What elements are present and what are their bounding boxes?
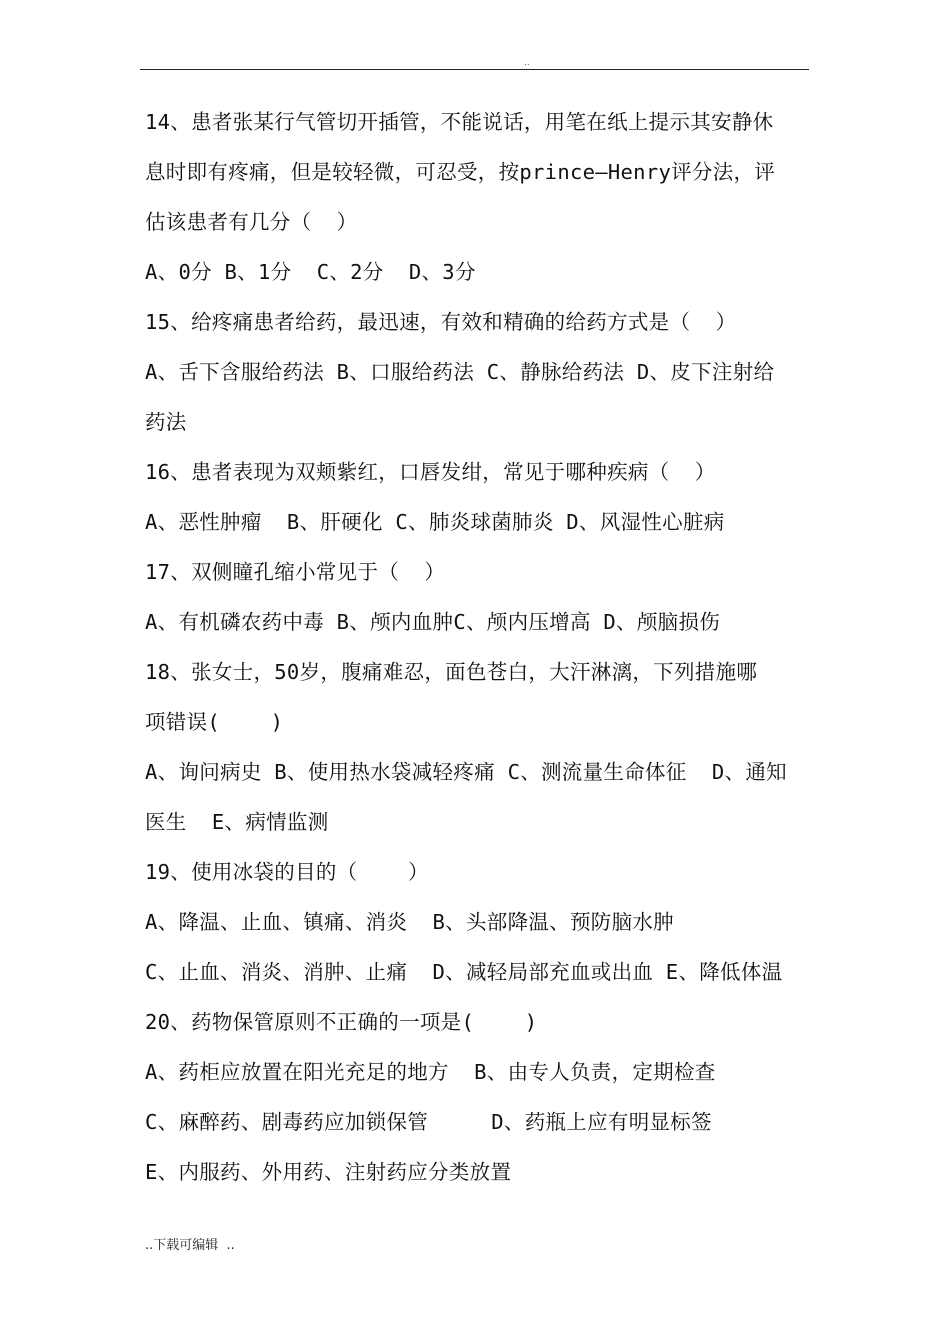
question-19-stem: 19、使用冰袋的目的（ ） — [145, 860, 429, 884]
footer-text: ..下载可编辑 .. — [145, 1238, 235, 1253]
question-14-options: A、0分 B、1分 C、2分 D、3分 — [145, 260, 476, 284]
question-17-stem: 17、双侧瞳孔缩小常见于（ ） — [145, 560, 446, 584]
question-14-line-1: 14、患者张某行气管切开插管，不能说话，用笔在纸上提示其安静休 — [145, 110, 774, 134]
question-14-line-2: 息时即有疼痛，但是较轻微，可忍受，按prince—Henry评分法，评 — [145, 160, 776, 184]
header-rule — [140, 69, 809, 70]
question-14-line-3: 估该患者有几分（ ） — [145, 210, 358, 234]
question-15-options-line-1: A、舌下含服给药法 B、口服给药法 C、静脉给药法 D、皮下注射给 — [145, 360, 775, 384]
question-20-options-line-3: E、内服药、外用药、注射药应分类放置 — [145, 1160, 512, 1184]
document-body — [145, 97, 809, 1197]
question-18-options-line-2: 医生 E、病情监测 — [145, 810, 329, 834]
question-18-options-line-1: A、询问病史 B、使用热水袋减轻疼痛 C、测流量生命体征 D、通知 — [145, 760, 787, 784]
question-15-options-line-2: 药法 — [145, 410, 187, 434]
question-17-options: A、有机磷农药中毒 B、颅内血肿C、颅内压增高 D、颅脑损伤 — [145, 610, 721, 634]
question-19-options-line-2: C、止血、消炎、消肿、止痛 D、减轻局部充血或出血 E、降低体温 — [145, 960, 783, 984]
question-18-stem-line-2: 项错误( ) — [145, 710, 284, 734]
question-16-stem: 16、患者表现为双颊紫红，口唇发绀，常见于哪种疾病（ ） — [145, 460, 716, 484]
question-19-options-line-1: A、降温、止血、镇痛、消炎 B、头部降温、预防脑水肿 — [145, 910, 674, 934]
question-18-stem-line-1: 18、张女士，50岁，腹痛难忍，面色苍白，大汗淋漓，下列措施哪 — [145, 660, 758, 684]
question-20-options-line-2: C、麻醉药、剧毒药应加锁保管 D、药瓶上应有明显标签 — [145, 1110, 712, 1134]
question-20-options-line-1: A、药柜应放置在阳光充足的地方 B、由专人负责，定期检查 — [145, 1060, 716, 1084]
question-20-stem: 20、药物保管原则不正确的一项是( ) — [145, 1010, 538, 1034]
header-mark: .. — [524, 58, 530, 68]
question-15-stem: 15、给疼痛患者给药，最迅速，有效和精确的给药方式是（ ） — [145, 310, 737, 334]
question-16-options: A、恶性肿瘤 B、肝硬化 C、肺炎球菌肺炎 D、风湿性心脏病 — [145, 510, 725, 534]
